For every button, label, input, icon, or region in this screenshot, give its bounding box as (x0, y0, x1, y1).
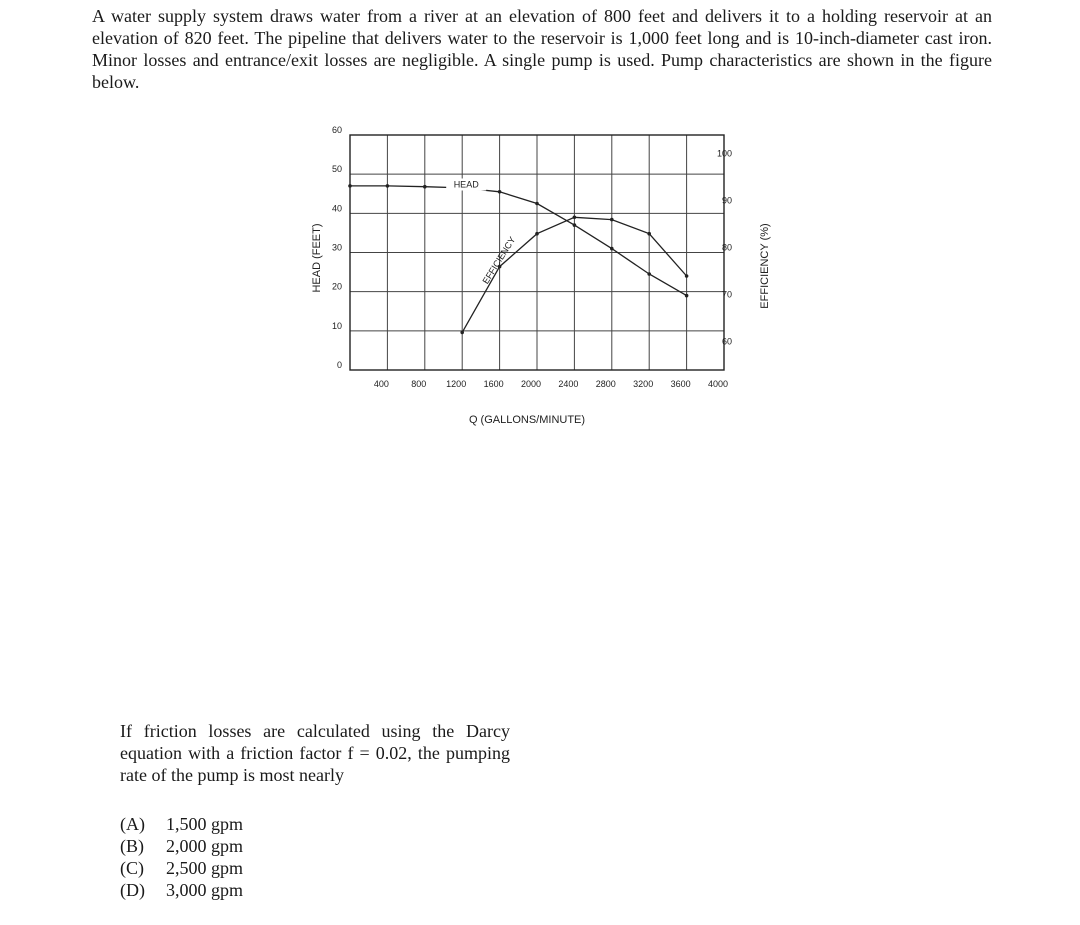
series-point-head (423, 185, 427, 189)
x-tick-label: 800 (411, 379, 427, 389)
x-tick-label: 400 (373, 379, 389, 389)
y-tick-label: 0 (336, 360, 342, 370)
series-point-efficiency (685, 274, 689, 278)
series-point-head (573, 223, 577, 227)
y-tick-label: 10 (331, 320, 342, 331)
series-point-efficiency (647, 232, 651, 236)
choice-d[interactable] (120, 879, 243, 901)
series-point-efficiency (573, 215, 577, 219)
series-line-head (350, 186, 687, 296)
chart-series (348, 178, 688, 334)
efficiency-curve-label: EFFICIENCY (480, 234, 518, 286)
x-tick-label: 2400 (558, 379, 579, 389)
series-point-efficiency (460, 331, 464, 335)
question-text: If friction losses are calculated using the Darcy equation with a friction factor f = 0.02, the pumping rate of the pump is most nearly (120, 721, 510, 785)
series-point-head (348, 184, 352, 188)
x-tick-label: 1600 (483, 379, 504, 389)
x-tick-label: 4000 (707, 379, 729, 389)
choice-b[interactable] (120, 835, 243, 857)
y2-tick-label: 100 (716, 148, 732, 159)
x-tick-label: 1200 (446, 379, 467, 389)
head-curve-label: HEAD (453, 179, 479, 190)
problem-statement: A water supply system draws water from a river at an elevation of 800 feet and delivers it to a holding reservoir at an elevation of 820 feet. The pipeline that delivers water to the reservoir is 1,000 feet long and is 10-inch-diameter cast iron. Minor losses and entrance/exit losses are negligible. A single pump is used. Pump characteristics are shown in the figure below. (92, 6, 992, 92)
series-point-head (535, 202, 539, 206)
x-tick-label: 2000 (520, 379, 542, 389)
x-axis-label: Q (GALLONS/MINUTE) (468, 414, 586, 426)
y-tick-label: 40 (331, 203, 342, 214)
choice-text: 3,000 gpm (166, 880, 244, 900)
series-point-head (386, 184, 390, 188)
series-point-efficiency (535, 232, 539, 236)
choice-text: 2,000 gpm (166, 836, 244, 856)
y2-axis-label: EFFICIENCY (%) (759, 223, 771, 309)
choice-text: 2,500 gpm (166, 858, 244, 878)
y-axis-label: HEAD (FEET) (311, 223, 323, 293)
y-tick-label: 20 (331, 281, 342, 292)
series-point-head (685, 294, 689, 298)
series-point-head (647, 272, 651, 276)
y2-tick-label: 70 (721, 289, 732, 300)
x-tick-label: 2800 (595, 379, 616, 389)
x-tick-label: 3200 (633, 379, 654, 389)
y2-tick-label: 80 (721, 242, 732, 253)
y-tick-label: 30 (331, 242, 342, 253)
y2-tick-label: 90 (721, 195, 732, 206)
chart-grid (350, 135, 724, 370)
choice-a[interactable] (120, 813, 243, 835)
choice-letter: (B) (120, 836, 144, 856)
x-axis-ticks (374, 379, 728, 389)
series-point-efficiency (610, 218, 614, 222)
choice-c[interactable] (120, 857, 243, 879)
choice-letter: (A) (120, 814, 145, 834)
series-point-head (498, 190, 502, 194)
y2-tick-label: 60 (721, 336, 732, 347)
y-tick-label: 60 (331, 125, 342, 135)
x-tick-label: 3600 (670, 379, 691, 389)
choice-letter: (C) (120, 858, 144, 878)
answer-choices (120, 813, 243, 901)
y-axis-ticks (332, 125, 342, 370)
choice-letter: (D) (120, 880, 145, 900)
choice-text: 1,500 gpm (166, 814, 244, 834)
series-point-head (610, 247, 614, 251)
y-tick-label: 50 (331, 164, 342, 175)
